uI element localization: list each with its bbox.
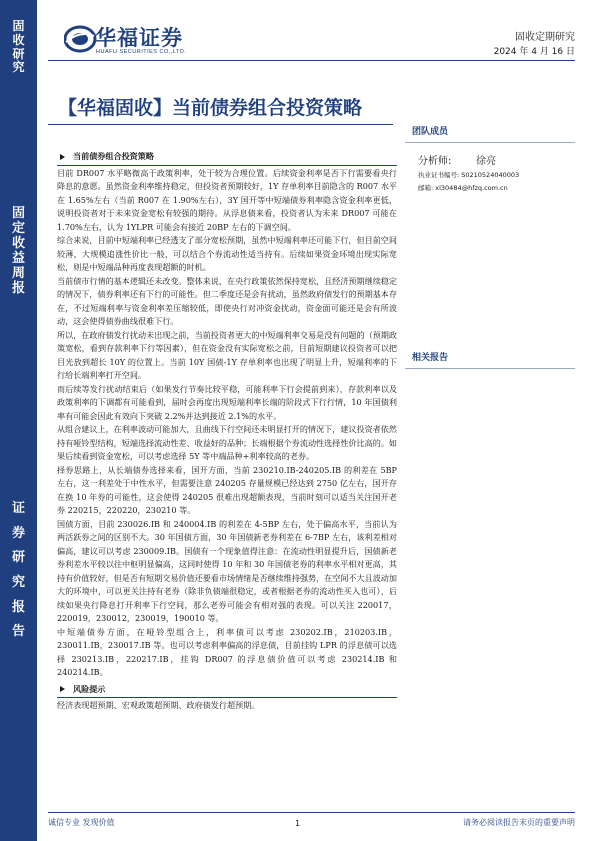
team-label: 团队成员 [412, 127, 449, 137]
analyst-cert: 执业证书编号: S0210524040003 [418, 171, 520, 179]
sidebar-top-label: 固 收 研 究 [12, 19, 25, 75]
footer-disclaimer: 请务必阅读报告末页的重要声明 [463, 818, 575, 827]
analyst-email[interactable]: 邮箱: xl30484@hfzq.com.cn [418, 184, 508, 192]
body-paragraph: 综合来说，目前中短端利率已经透支了部分宽松预期，虽然中短端利率还可能下行，但目前空间较薄，大规模追涨性价比一般，可以结合个券流动性适当持有。后续如果资金环境出现实际宽松，则是中短端品种再度表现超额的时机。 [57, 235, 397, 272]
report-body [57, 150, 397, 713]
triangle-bullet-icon [60, 686, 65, 692]
body-paragraph: 国债方面，目前 230026.IB 和 240004.IB 的利差在 4-5BP 左右，处于偏高水平，当前认为两活跃券之间的区别不大。30 年国债方面，30 年国债新老券利差在 6-7BP 左右，该利差相对偏高，建议可以考虑 230009.IB。国债有一个现象值得注意：在流动性明显提升后，国债新老券利差水平较以往中枢明显偏高，这同时使得 10 年和 30 年国债老券的利率水平相对更高，其持有价值较好，但是否有短期交易价值还要看市场情绪是否继续维持强势，在空间不大且波动加大的环境中，可以更关注持有老券（除非负债端很稳定，或者根据老券的流动性买入也可），后续如果央行降息打开利率下行空间，那么老券可能会有相对强的表现。可以关注 220017，220019，230012，230019，190010 等。 [57, 518, 397, 623]
page-title: 【华福固收】当前债券组合投资策略 [58, 97, 363, 119]
sidebar-middle-label: 固 定 收 益 周 报 [11, 206, 25, 296]
body-paragraph: 所以，在政府债发行扰动未出现之前，当前投资者更大的中短端利率交易是没有问题的（预期政策宽松，看到存款利率下行等因素），但在资金没有实际宽松之前，目前短期建议投资者可以把目光放到超长 10Y 的位置上。当前 10Y 国债-1Y 存单利率也出现了明显上升，短端利率的下行给长端利率打开空间。 [57, 329, 397, 380]
triangle-bullet-icon [60, 154, 65, 160]
body-paragraph: 中短端债券方面，在哑铃型组合上，利率债可以考虑 230202.IB，210203.IB，230011.IB，230017.IB 等。也可以考虑利率偏高的浮息债，目前挂钩 LPR 的浮息债可以选择 230213.IB，220217.IB，挂钩 DR007 的浮息债价值可以考虑 230214.IB 和 240214.IB。 [57, 626, 397, 677]
header-divider [48, 60, 575, 61]
footer-slogan: 诚信专业 发现价值 [48, 818, 115, 827]
section-divider [57, 697, 397, 698]
analyst-label: 分析师: [418, 156, 452, 167]
company-name: 华福证券 [95, 26, 183, 50]
analyst-name: 徐亮 [476, 156, 496, 167]
related-reports-label: 相关报告 [412, 353, 449, 363]
body-paragraph: 而后续等发行扰动结束后（如果发行节奏比较平稳，可能利率下行会提前到来），存款利率以及政策利率的下调都有可能看到，届时会再度出现短端利率长端的阶段式下行行情，10 年国债利率有可能会因此有效向下突破 2.2%并达到接近 2.1%的水平。 [57, 383, 397, 421]
footer-divider [48, 812, 575, 813]
report-type: 固收定期研究 [515, 32, 575, 43]
risk-text: 经济表现超预期、宏观政策超预期、政府债发行超预期。 [57, 700, 260, 710]
section-divider [57, 165, 397, 166]
section-heading: 风险提示 [57, 683, 397, 697]
related-divider [405, 368, 575, 369]
report-date: 2024 年 4 月 16 日 [493, 47, 575, 57]
body-paragraph: 从组合建议上，在利率波动可能加大，且曲线下行空间还未明显打开的情况下，建议投资者依然持有哑铃型结构，短端选择流动性差、收益好的品种；长端根据个券流动性选择性价比高的。如果后续看到资金宽松，可以考虑选择 5Y 等中端品种+利率较高的老券。 [57, 424, 397, 461]
company-name-en: HUAFU SECURITIES CO.,LTD. [96, 49, 187, 55]
body-paragraph: 目前 DR007 水平略微高于政策利率，处于较为合理位置。后续资金利率是否下行需要看央行降息的意愿。虽然资金利率维持稳定，但投资者预期较好，1Y 存单利率目前隐含的 R007 水平在 1.65%左右（当前 R007 在 1.90%左右），3Y 国开等中短端债券利率隐含资金利率更低，说明投资者对于未来资金宽松有较强的期待。从浮息债来看，投资者认为未来 DR007 可能在 1.70%左右，认为 1YLPR 可能会有接近 20BP 左右的下调空间。 [57, 167, 397, 232]
team-divider [405, 142, 575, 143]
body-paragraph: 当前债市行情的基本逻辑还未改变。整体来说，在央行政策依然保持宽松，且经济预期继续稳定的情况下，债券利率还有下行的可能性。但二季度还是会有扰动，虽然政府债发行的预期基本存在，不过短端利率与资金利率差压缩较低，即使央行对冲资金扰动，资金面可能还是会有所波动，这会使得债券曲线很难下行。 [57, 275, 397, 326]
title-divider [48, 124, 393, 125]
page-number: 1 [295, 819, 301, 828]
sidebar-bottom-label: 证 券 研 究 报 告 [11, 501, 25, 640]
body-paragraph: 择券思路上，从长端债券选择来看，国开方面，当前 230210.IB-240205.IB 的利差在 5BP 左右，这一利差处于中性水平，但需要注意 240205 存量规模已经达到 2750 亿左右，国开存在换 10 年券的可能性，这会使得 240205 很难出现超额表现，当前时刻可以适当关注国开老券 220215，220220，230210 等。 [57, 464, 397, 515]
sidebar [0, 0, 37, 841]
section-heading: 当前债券组合投资策略 [57, 150, 397, 164]
